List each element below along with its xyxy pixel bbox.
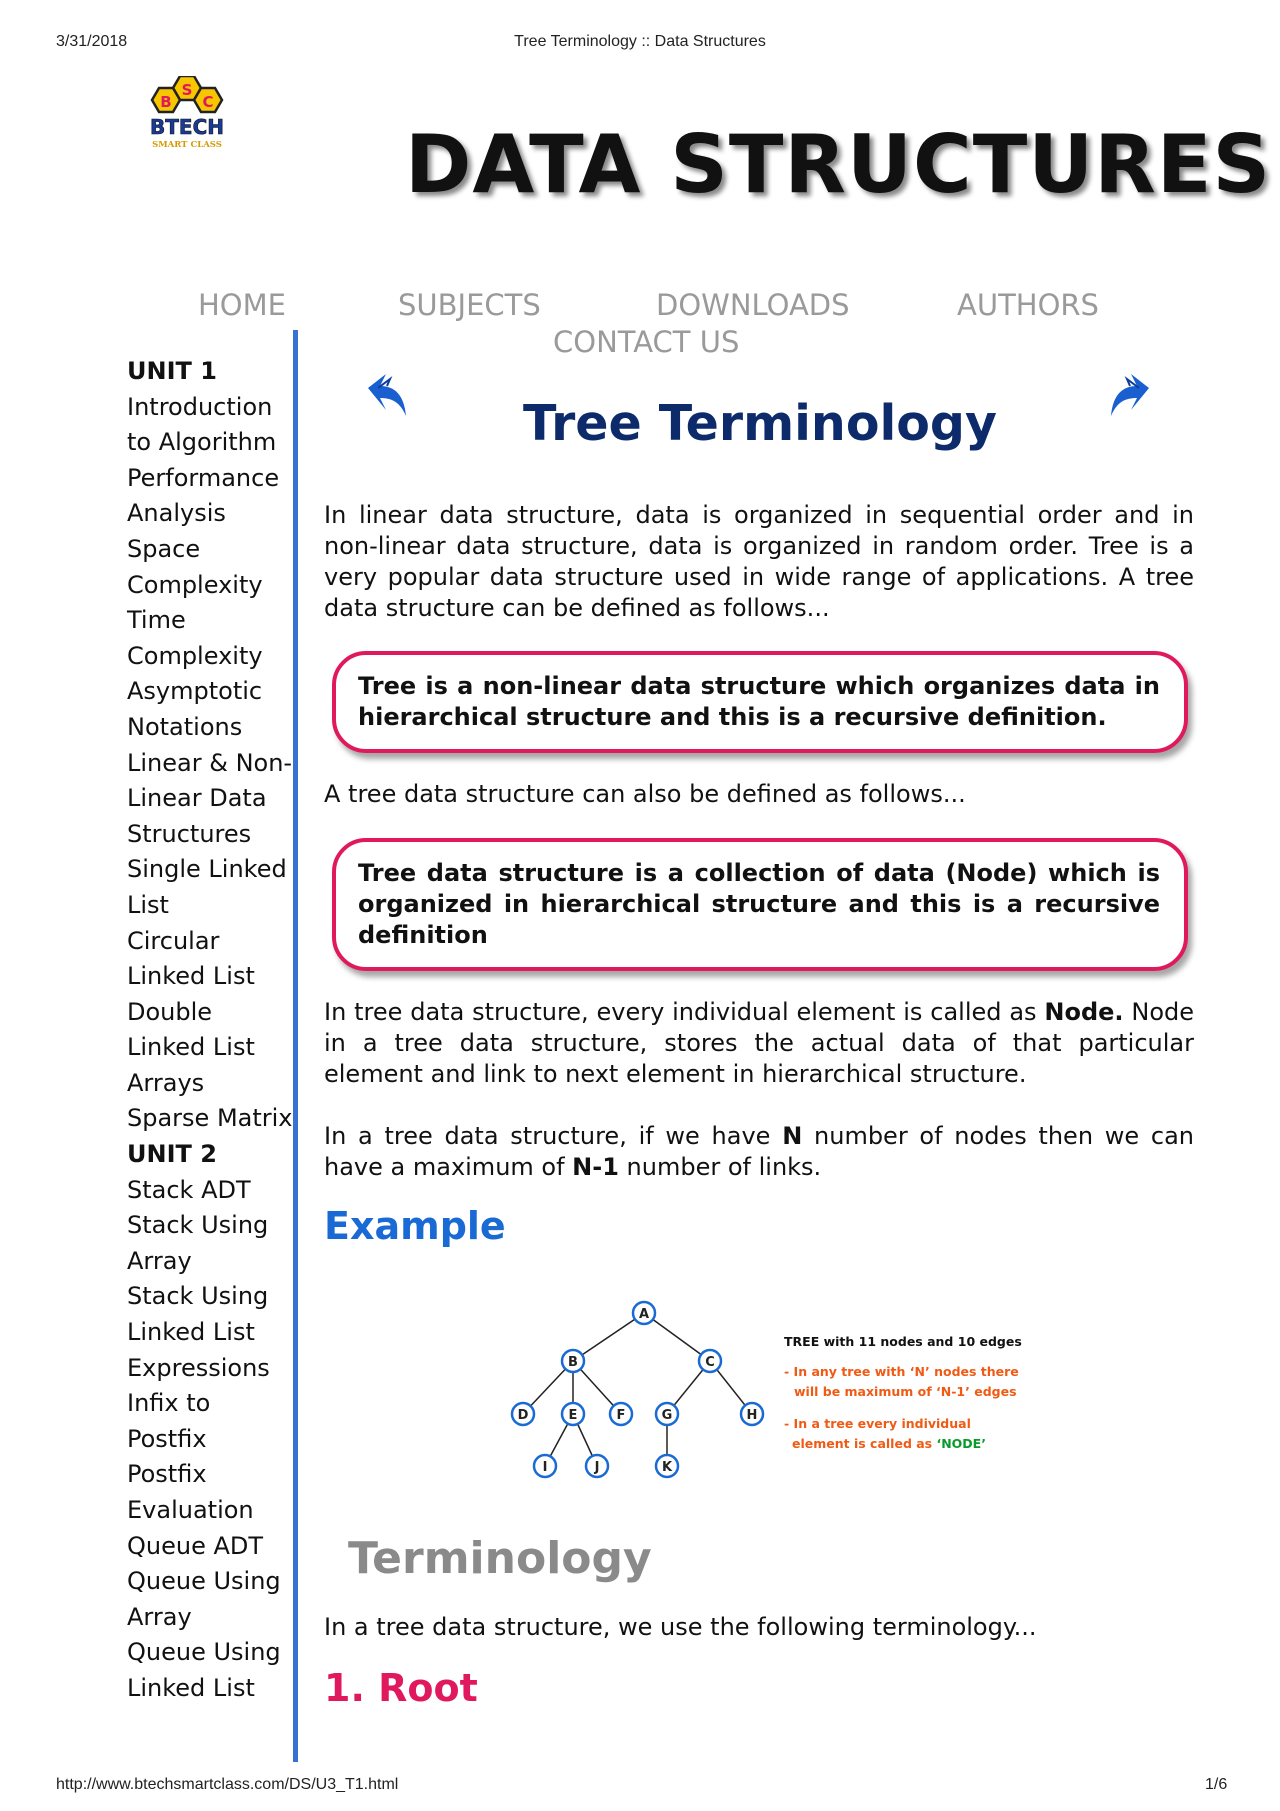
sidebar-unit-heading: UNIT 1 [127, 357, 217, 385]
sidebar-unit-heading: UNIT 2 [127, 1140, 217, 1169]
definition-box [332, 838, 1188, 971]
definition-text: Tree data structure is a collection of data (Node) which is organized in hierarchical structure and this is a recursive definition [358, 859, 1160, 949]
sidebar-item[interactable]: Introduction to Algorithm [127, 392, 277, 457]
nav-downloads[interactable]: DOWNLOADS [656, 288, 850, 322]
print-page-number: 1/6 [1205, 1776, 1228, 1793]
sidebar-item[interactable]: Queue ADT [127, 1531, 264, 1560]
diagram-note: - In any tree with ‘N’ nodes there [784, 1364, 1019, 1379]
nav-contact-us[interactable]: CONTACT US [553, 325, 740, 359]
tree-diagram [500, 1290, 1030, 1505]
diagram-note: will be maximum of ‘N-1’ edges [794, 1384, 1017, 1399]
tree-node-label: E [568, 1408, 578, 1423]
tree-node-label: K [661, 1460, 673, 1475]
tree-node-label: A [638, 1307, 650, 1322]
tree-node-label: J [594, 1460, 600, 1475]
intro-paragraph: In linear data structure, data is organized in sequential order and in non-linear data structure, data is organized in random order. Tree is a very popular data structure used in wide range of applications. A tree data structure can be defined as follows... [324, 501, 1194, 622]
tree-node-label: F [616, 1408, 626, 1423]
sidebar-item[interactable]: Arrays [127, 1068, 205, 1097]
print-date: 3/31/2018 [56, 33, 128, 50]
sidebar-item[interactable]: Linear & Non-Linear Data Structures [127, 748, 293, 848]
logo-brand: BTECH [150, 115, 224, 139]
sidebar-item[interactable]: Infix to Postfix [127, 1389, 211, 1453]
node-paragraph: In tree data structure, every individual element is called as Node. Node in a tree data structure, stores the actual data of that particular element and link to next element in hierarchical structure. [324, 998, 1195, 1088]
print-title: Tree Terminology :: Data Structures [514, 33, 766, 50]
sidebar-item[interactable]: Sparse Matrix [127, 1104, 293, 1133]
sidebar-item[interactable]: Queue Using Array [127, 1567, 281, 1631]
nav-subjects[interactable]: SUBJECTS [398, 288, 541, 322]
sidebar-menu [127, 354, 295, 1707]
diagram-note: - In a tree every individual [784, 1416, 971, 1431]
sidebar-item[interactable]: Queue Using Linked List [127, 1638, 281, 1702]
root-heading: 1. Root [324, 1666, 478, 1710]
page-title: Tree Terminology [523, 395, 997, 452]
nav-authors[interactable]: AUTHORS [957, 288, 1099, 322]
sidebar-item[interactable]: Stack ADT [127, 1175, 251, 1204]
terminology-intro: In a tree data structure, we use the following terminology... [324, 1613, 1037, 1641]
sidebar-divider [293, 330, 298, 1762]
sidebar-item[interactable]: Expressions [127, 1353, 270, 1382]
sidebar-item[interactable]: Asymptotic Notations [127, 677, 263, 741]
sidebar-item[interactable]: Stack Using Linked List [127, 1282, 269, 1347]
sidebar-item[interactable]: Double Linked List [127, 997, 255, 1062]
logo-letter-c: C [202, 93, 214, 111]
tree-node-label: H [746, 1408, 758, 1423]
tree-node-label: D [517, 1408, 529, 1423]
logo-letter-b: B [160, 93, 172, 111]
tree-node-label: I [542, 1460, 548, 1475]
sidebar-item[interactable]: Single Linked List [127, 855, 287, 919]
diagram-caption: TREE with 11 nodes and 10 edges [784, 1334, 1022, 1349]
site-title: DATA STRUCTURES [405, 118, 1272, 211]
definition-box [332, 651, 1188, 753]
tree-node-label: B [568, 1355, 578, 1370]
tree-node-label: G [661, 1408, 673, 1423]
example-heading: Example [324, 1204, 506, 1248]
also-defined-text: A tree data structure can also be defined as follows... [324, 780, 966, 808]
logo-tagline: SMART CLASS [152, 140, 222, 150]
sidebar-item[interactable]: Space Complexity [127, 534, 263, 599]
tree-node-label: C [705, 1355, 715, 1370]
sidebar-item[interactable]: Stack Using Array [127, 1211, 269, 1275]
sidebar-item[interactable]: Postfix Evaluation [127, 1460, 254, 1524]
terminology-heading: Terminology [348, 1533, 652, 1584]
sidebar-item[interactable]: Circular Linked List [127, 926, 255, 991]
logo-letter-s: S [181, 81, 193, 99]
definition-text: Tree is a non-linear data structure which organizes data in hierarchical structure and this is a recursive definition. [358, 672, 1160, 731]
sidebar-item[interactable]: Performance Analysis [127, 463, 280, 528]
site-logo[interactable] [140, 76, 240, 158]
print-url: http://www.btechsmartclass.com/DS/U3_T1.html [56, 1776, 399, 1793]
links-paragraph: In a tree data structure, if we have N number of nodes then we can have a maximum of N-1 number of links. [324, 1122, 1195, 1181]
sidebar-item[interactable]: Time Complexity [127, 606, 263, 670]
diagram-note: element is called as ‘NODE’ [792, 1436, 986, 1451]
nav-home[interactable]: HOME [198, 288, 286, 322]
